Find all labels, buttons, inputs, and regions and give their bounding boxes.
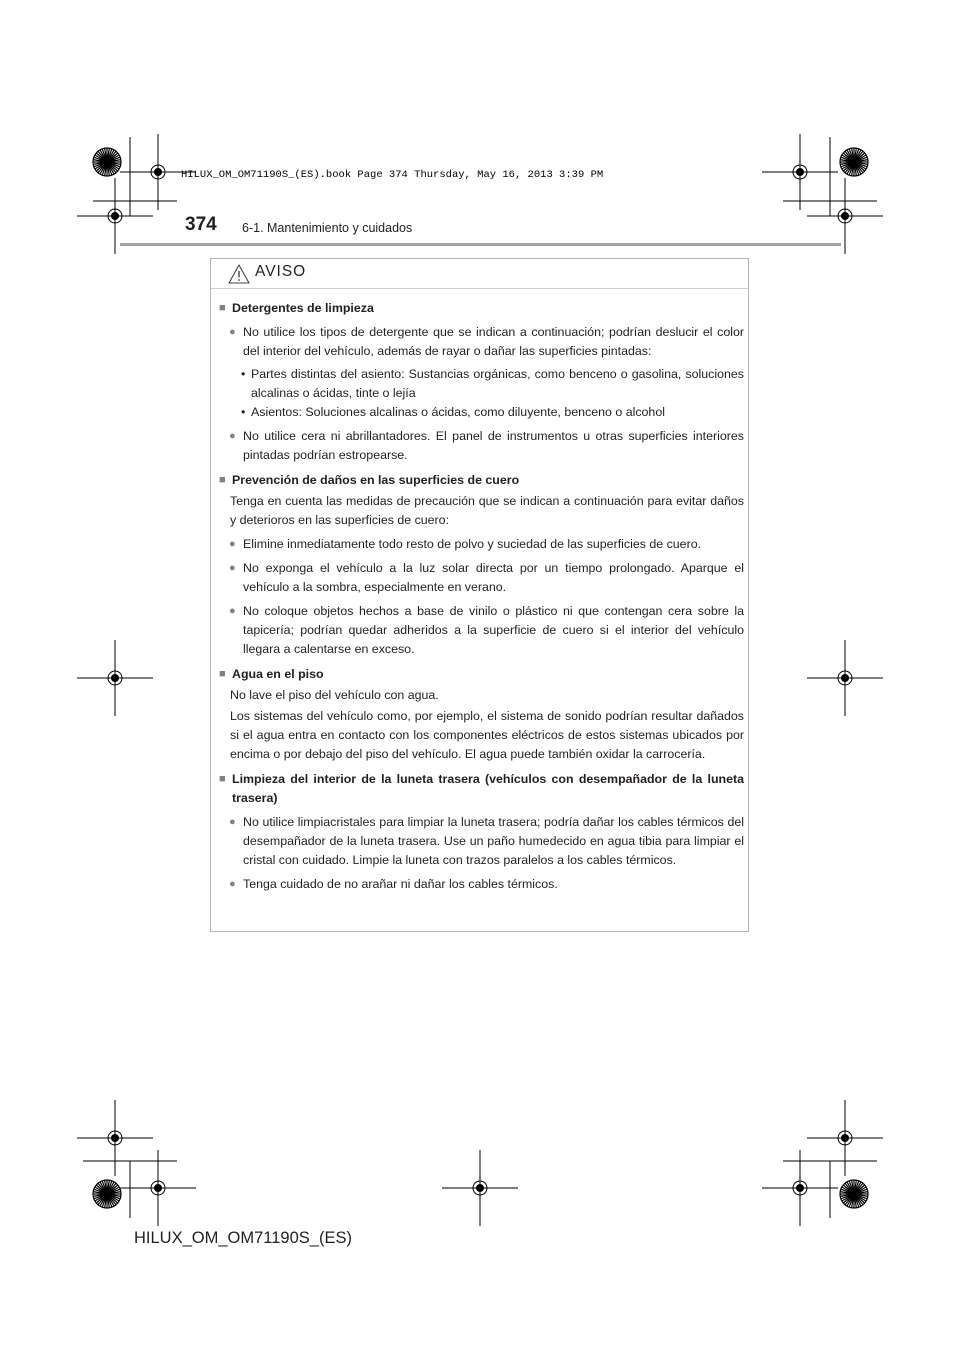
crosshair-mark [77, 1100, 153, 1176]
bullet-item [219, 813, 744, 870]
circle-bullet-icon: ● [229, 562, 236, 574]
square-bullet-icon: ■ [219, 302, 226, 314]
sub-bullet-item-text: Asientos: Soluciones alcalinas o ácidas, como diluyente, benceno o alcohol [251, 405, 665, 419]
square-bullet-icon: ■ [219, 474, 226, 486]
subsection-heading-text: Limpieza del interior de la luneta trasera (vehículos con desempañador de la luneta trasera) [232, 772, 744, 805]
sub-bullet-item [219, 365, 744, 403]
bullet-item-text: Tenga cuidado de no arañar ni dañar los cables térmicos. [243, 877, 558, 891]
circle-bullet-icon: ● [229, 538, 236, 550]
circle-bullet-icon: ● [229, 430, 236, 442]
subsection-heading [219, 299, 744, 318]
sub-bullet-item-text: Partes distintas del asiento: Sustancias orgánicas, como benceno o gasolina, soluciones alcalinas o ácidas, tinte o lejía [251, 367, 744, 400]
warning-header [211, 259, 748, 289]
book-file-stamp: HILUX_OM_OM71190S_(ES).book Page 374 Thursday, May 16, 2013 3:39 PM [181, 169, 604, 181]
crosshair-mark [807, 640, 883, 716]
warning-triangle-icon [228, 264, 250, 284]
circle-bullet-icon: ● [229, 326, 236, 338]
circle-bullet-icon: ● [229, 878, 236, 890]
paragraph [219, 492, 744, 530]
paragraph-text: Tenga en cuenta las medidas de precaución que se indican a continuación para evitar daños y deterioros en las superficies de cuero: [230, 494, 744, 527]
square-bullet-icon: ■ [219, 668, 226, 680]
warning-title: AVISO [255, 263, 307, 280]
section-title: 6-1. Mantenimiento y cuidados [242, 221, 413, 235]
paragraph-text: Los sistemas del vehículo como, por ejemplo, el sistema de sonido podrían resultar dañados si el agua entra en contacto con los componentes eléctricos de estos sistemas ubicados por encima o por debajo del piso del vehículo. El agua puede también oxidar la carrocería. [230, 709, 744, 761]
warning-content [219, 299, 744, 894]
page-number: 374 [185, 214, 217, 235]
bullet-item-text: No utilice cera ni abrillantadores. El panel de instrumentos u otras superficies interiores pintadas podrían estropearse. [243, 429, 744, 462]
subsection-heading [219, 770, 744, 808]
wheel-mark [840, 148, 868, 176]
bullet-item-text: No utilice los tipos de detergente que se indican a continuación; podrían deslucir el color del interior del vehículo, además de rayar o dañar las superficies pintadas: [243, 325, 744, 358]
bullet-item-text: No coloque objetos hechos a base de vinilo o plástico ni que contengan cera sobre la tapicería; podrían quedar adheridos a la superficie de cuero si el interior del vehículo llegara a calentarse en exceso. [243, 604, 744, 656]
wheel-mark [93, 148, 121, 176]
bullet-item [219, 602, 744, 659]
wheel-mark [840, 1180, 868, 1208]
wheel-mark [93, 1180, 121, 1208]
warning-box [210, 258, 749, 932]
bullet-item [219, 323, 744, 361]
dot-bullet-icon: • [241, 367, 246, 381]
circle-bullet-icon: ● [229, 605, 236, 617]
subsection-heading-text: Prevención de daños en las superficies de cuero [232, 473, 520, 487]
subsection-heading [219, 665, 744, 684]
bullet-item [219, 535, 744, 554]
paragraph [219, 686, 744, 705]
circle-bullet-icon: ● [229, 816, 236, 828]
subsection-heading [219, 471, 744, 490]
crosshair-mark [762, 134, 838, 210]
paragraph-text: No lave el piso del vehículo con agua. [230, 688, 439, 702]
bullet-item [219, 875, 744, 894]
subsection-heading-text: Agua en el piso [232, 667, 324, 681]
bullet-item-text: Elimine inmediatamente todo resto de polvo y suciedad de las superficies de cuero. [243, 537, 702, 551]
bullet-item-text: No utilice limpiacristales para limpiar la luneta trasera; podría dañar los cables térmicos del desempañador de la luneta trasera. Use un paño humedecido en agua tibia para limpiar el cristal con cuidado. Limpie la luneta con trazos paralelos a los cables térmicos. [243, 815, 744, 867]
dot-bullet-icon: • [241, 405, 246, 419]
crosshair-mark [442, 1150, 518, 1226]
crosshair-mark [807, 1100, 883, 1176]
sub-bullet-item [219, 403, 744, 422]
bullet-item [219, 427, 744, 465]
square-bullet-icon: ■ [219, 773, 226, 785]
manual-code: HILUX_OM_OM71190S_(ES) [134, 1229, 352, 1247]
crosshair-mark [77, 640, 153, 716]
header-rule [120, 243, 841, 246]
paragraph [219, 707, 744, 764]
subsection-heading-text: Detergentes de limpieza [232, 301, 374, 315]
bullet-item-text: No exponga el vehículo a la luz solar directa por un tiempo prolongado. Aparque el vehículo a la sombra, especialmente en verano. [243, 561, 744, 594]
bullet-item [219, 559, 744, 597]
